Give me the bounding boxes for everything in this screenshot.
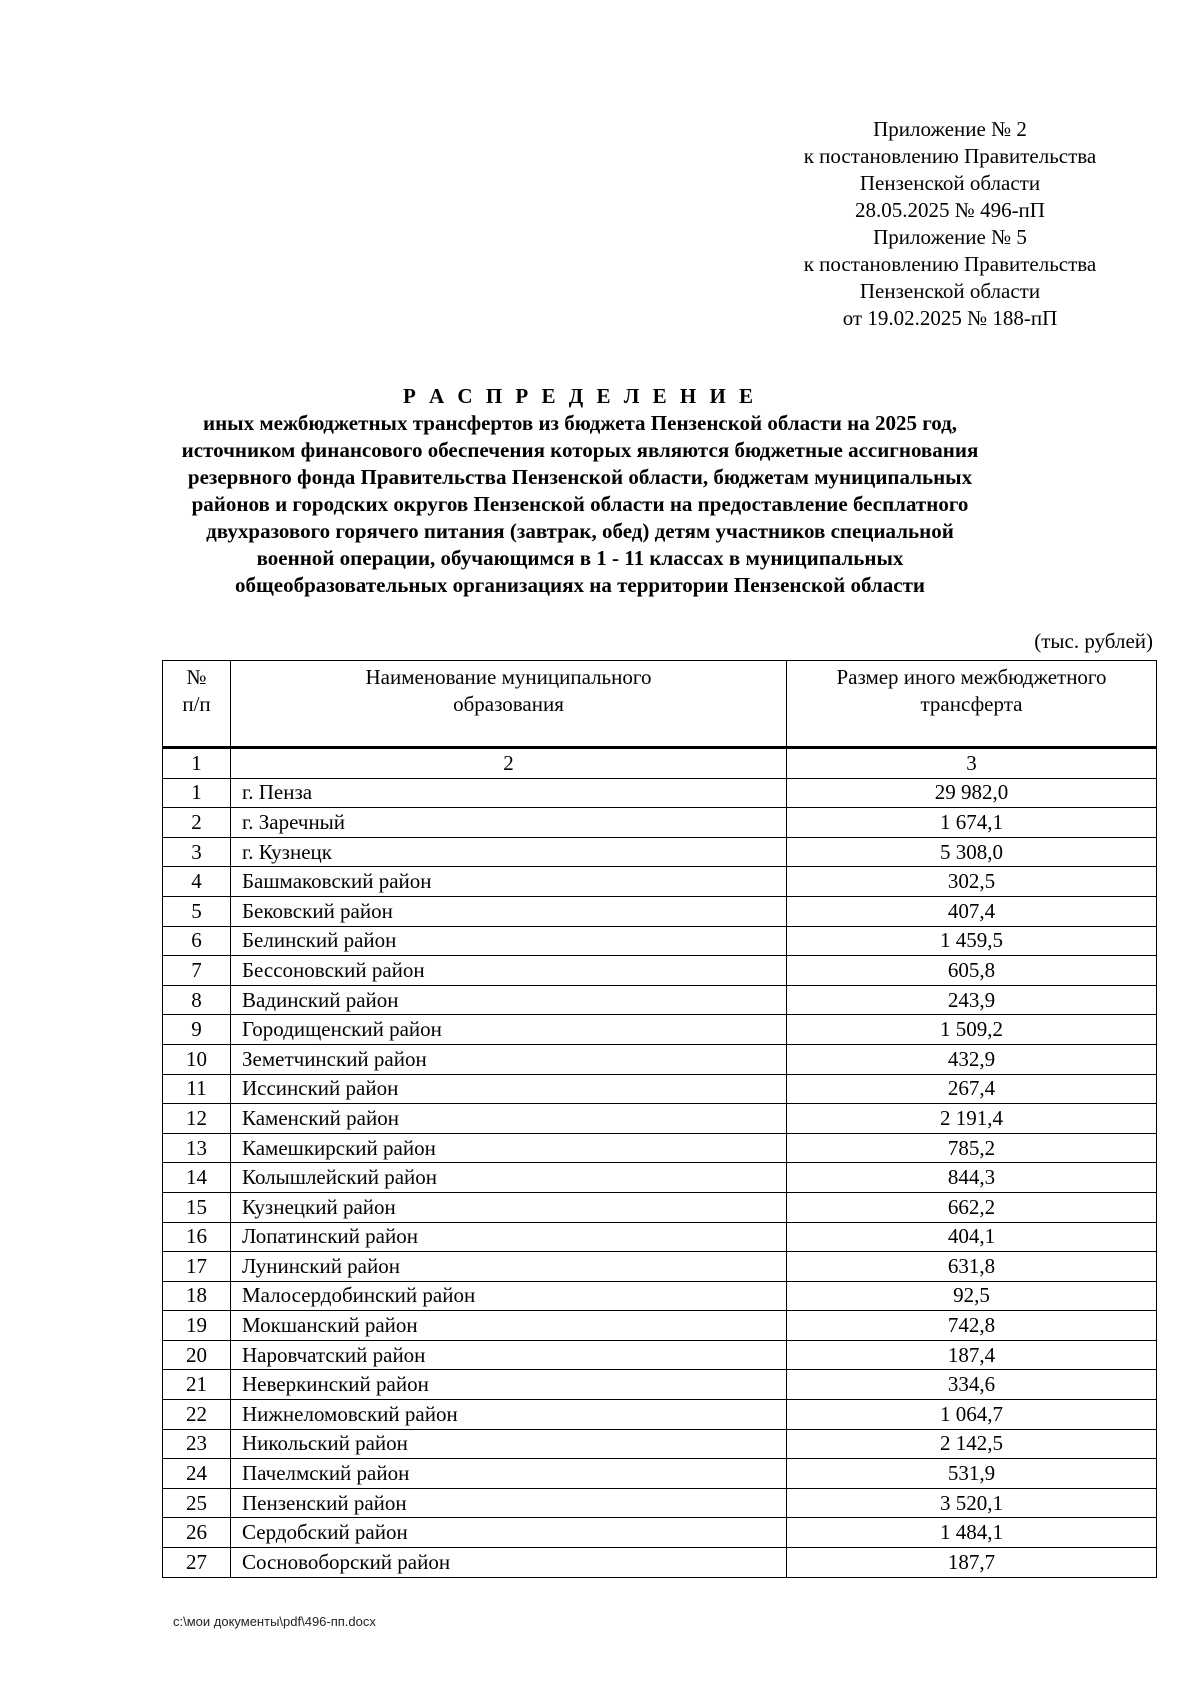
row-name: Малосердобинский район bbox=[231, 1281, 787, 1311]
table-row bbox=[163, 1311, 1157, 1341]
table-row bbox=[163, 1459, 1157, 1489]
row-number: 21 bbox=[163, 1370, 231, 1400]
row-number: 7 bbox=[163, 956, 231, 986]
row-number: 4 bbox=[163, 867, 231, 897]
row-name: Сосновоборский район bbox=[231, 1548, 787, 1578]
appendix-line: от 19.02.2025 № 188-пП bbox=[842, 306, 1058, 330]
table-row bbox=[163, 1518, 1157, 1548]
row-name: Башмаковский район bbox=[231, 867, 787, 897]
column-number: 3 bbox=[787, 748, 1157, 779]
title-line: военной операции, обучающимся в 1 - 11 классах в муниципальных bbox=[256, 546, 904, 570]
row-value: 631,8 bbox=[787, 1252, 1157, 1282]
row-name: Иссинский район bbox=[231, 1074, 787, 1104]
row-value: 302,5 bbox=[787, 867, 1157, 897]
distribution-table bbox=[162, 660, 1157, 1578]
row-value: 1 064,7 bbox=[787, 1400, 1157, 1430]
table-row bbox=[163, 1340, 1157, 1370]
row-value: 5 308,0 bbox=[787, 837, 1157, 867]
row-name: Сердобский район bbox=[231, 1518, 787, 1548]
row-number: 8 bbox=[163, 985, 231, 1015]
table-row bbox=[163, 985, 1157, 1015]
file-path-footer: c:\мои документы\pdf\496-пп.docx bbox=[173, 1614, 376, 1629]
row-number: 5 bbox=[163, 896, 231, 926]
header-name: Наименование муниципального образования bbox=[231, 661, 787, 748]
appendix-line: Пензенской области bbox=[859, 171, 1041, 195]
row-value: 662,2 bbox=[787, 1192, 1157, 1222]
row-name: Лунинский район bbox=[231, 1252, 787, 1282]
table-row bbox=[163, 1133, 1157, 1163]
header-value: Размер иного межбюджетного трансферта bbox=[787, 661, 1157, 748]
table-row bbox=[163, 1281, 1157, 1311]
row-number: 2 bbox=[163, 808, 231, 838]
appendix-line: к постановлению Правительства bbox=[803, 252, 1097, 276]
row-name: Городищенский район bbox=[231, 1015, 787, 1045]
row-number: 17 bbox=[163, 1252, 231, 1282]
row-value: 407,4 bbox=[787, 896, 1157, 926]
row-name: г. Кузнецк bbox=[231, 837, 787, 867]
row-number: 25 bbox=[163, 1488, 231, 1518]
row-number: 26 bbox=[163, 1518, 231, 1548]
appendix-line: 28.05.2025 № 496-пП bbox=[855, 198, 1045, 222]
row-value: 432,9 bbox=[787, 1044, 1157, 1074]
row-number: 12 bbox=[163, 1104, 231, 1134]
row-value: 187,7 bbox=[787, 1548, 1157, 1578]
row-name: г. Пенза bbox=[231, 778, 787, 808]
row-value: 785,2 bbox=[787, 1133, 1157, 1163]
row-value: 92,5 bbox=[787, 1281, 1157, 1311]
row-number: 1 bbox=[163, 778, 231, 808]
row-name: Камешкирский район bbox=[231, 1133, 787, 1163]
table-row bbox=[163, 1104, 1157, 1134]
table-row bbox=[163, 896, 1157, 926]
row-value: 1 509,2 bbox=[787, 1015, 1157, 1045]
column-number: 2 bbox=[231, 748, 787, 779]
row-number: 14 bbox=[163, 1163, 231, 1193]
row-value: 3 520,1 bbox=[787, 1488, 1157, 1518]
row-number: 16 bbox=[163, 1222, 231, 1252]
table-row bbox=[163, 1163, 1157, 1193]
row-name: Кузнецкий район bbox=[231, 1192, 787, 1222]
table-row bbox=[163, 1015, 1157, 1045]
table-row bbox=[163, 1370, 1157, 1400]
row-name: Неверкинский район bbox=[231, 1370, 787, 1400]
row-name: г. Заречный bbox=[231, 808, 787, 838]
column-number-row bbox=[163, 748, 1157, 779]
table-row bbox=[163, 1548, 1157, 1578]
header-num: № п/п bbox=[163, 661, 231, 748]
title-line: общеобразовательных организациях на территории Пензенской области bbox=[235, 573, 925, 597]
row-name: Бессоновский район bbox=[231, 956, 787, 986]
table-row bbox=[163, 1400, 1157, 1430]
column-number: 1 bbox=[163, 748, 231, 779]
appendix-line: к постановлению Правительства bbox=[803, 144, 1097, 168]
row-value: 531,9 bbox=[787, 1459, 1157, 1489]
title-line: районов и городских округов Пензенской области на предоставление бесплатного bbox=[191, 492, 969, 516]
row-number: 13 bbox=[163, 1133, 231, 1163]
row-name: Лопатинский район bbox=[231, 1222, 787, 1252]
table-row bbox=[163, 956, 1157, 986]
row-name: Никольский район bbox=[231, 1429, 787, 1459]
table-row bbox=[163, 1429, 1157, 1459]
table-row bbox=[163, 837, 1157, 867]
title-line: двухразового горячего питания (завтрак, обед) детям участников специальной bbox=[206, 519, 954, 543]
row-number: 23 bbox=[163, 1429, 231, 1459]
row-name: Каменский район bbox=[231, 1104, 787, 1134]
row-number: 10 bbox=[163, 1044, 231, 1074]
appendix-block bbox=[770, 116, 1130, 332]
table-row bbox=[163, 1074, 1157, 1104]
row-name: Вадинский район bbox=[231, 985, 787, 1015]
row-value: 267,4 bbox=[787, 1074, 1157, 1104]
row-name: Бековский район bbox=[231, 896, 787, 926]
row-value: 187,4 bbox=[787, 1340, 1157, 1370]
row-number: 24 bbox=[163, 1459, 231, 1489]
row-value: 605,8 bbox=[787, 956, 1157, 986]
row-name: Нижнеломовский район bbox=[231, 1400, 787, 1430]
row-number: 20 bbox=[163, 1340, 231, 1370]
appendix-line: Пензенской области bbox=[859, 279, 1041, 303]
row-number: 15 bbox=[163, 1192, 231, 1222]
table-row bbox=[163, 778, 1157, 808]
row-number: 11 bbox=[163, 1074, 231, 1104]
table-row bbox=[163, 1192, 1157, 1222]
row-number: 9 bbox=[163, 1015, 231, 1045]
appendix-line: Приложение № 5 bbox=[873, 225, 1027, 249]
row-value: 2 191,4 bbox=[787, 1104, 1157, 1134]
title-line: иных межбюджетных трансфертов из бюджета Пензенской области на 2025 год, bbox=[202, 411, 958, 435]
table-row bbox=[163, 1222, 1157, 1252]
document-title bbox=[150, 383, 1010, 599]
row-name: Колышлейский район bbox=[231, 1163, 787, 1193]
appendix-line: Приложение № 2 bbox=[873, 117, 1027, 141]
table-header-row bbox=[163, 661, 1157, 748]
row-number: 18 bbox=[163, 1281, 231, 1311]
row-name: Пачелмский район bbox=[231, 1459, 787, 1489]
row-name: Пензенский район bbox=[231, 1488, 787, 1518]
table-row bbox=[163, 1252, 1157, 1282]
row-number: 27 bbox=[163, 1548, 231, 1578]
row-value: 1 674,1 bbox=[787, 808, 1157, 838]
row-number: 19 bbox=[163, 1311, 231, 1341]
row-name: Мокшанский район bbox=[231, 1311, 787, 1341]
row-name: Белинский район bbox=[231, 926, 787, 956]
table-row bbox=[163, 926, 1157, 956]
row-name: Земетчинский район bbox=[231, 1044, 787, 1074]
row-value: 404,1 bbox=[787, 1222, 1157, 1252]
row-value: 1 459,5 bbox=[787, 926, 1157, 956]
row-value: 742,8 bbox=[787, 1311, 1157, 1341]
row-number: 3 bbox=[163, 837, 231, 867]
title-heading: Р А С П Р Е Д Е Л Е Н И Е bbox=[402, 384, 758, 408]
row-value: 2 142,5 bbox=[787, 1429, 1157, 1459]
title-line: резервного фонда Правительства Пензенской области, бюджетам муниципальных bbox=[187, 465, 973, 489]
table-row bbox=[163, 808, 1157, 838]
table-row bbox=[163, 867, 1157, 897]
row-value: 844,3 bbox=[787, 1163, 1157, 1193]
row-value: 243,9 bbox=[787, 985, 1157, 1015]
table-row bbox=[163, 1044, 1157, 1074]
row-value: 1 484,1 bbox=[787, 1518, 1157, 1548]
row-name: Наровчатский район bbox=[231, 1340, 787, 1370]
row-number: 22 bbox=[163, 1400, 231, 1430]
title-line: источником финансового обеспечения которых являются бюджетные ассигнования bbox=[181, 438, 979, 462]
row-value: 29 982,0 bbox=[787, 778, 1157, 808]
units-label: (тыс. рублей) bbox=[1034, 629, 1153, 653]
row-value: 334,6 bbox=[787, 1370, 1157, 1400]
table-row bbox=[163, 1488, 1157, 1518]
row-number: 6 bbox=[163, 926, 231, 956]
